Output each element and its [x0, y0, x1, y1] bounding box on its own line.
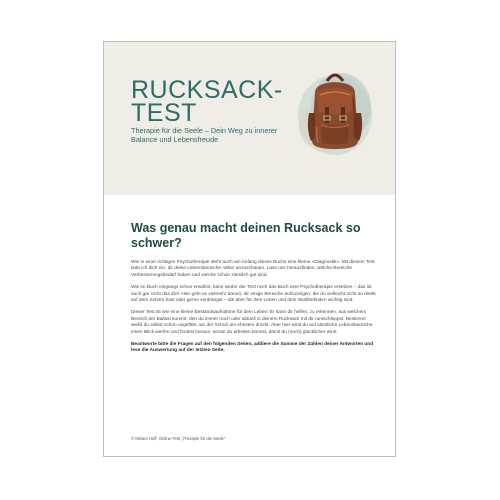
body-text	[131, 260, 377, 361]
copyright-footer: © Miriam Hoff, Online-Test „Therapie für die Seele"	[131, 436, 226, 441]
page-title: RUCKSACK-TEST	[131, 76, 283, 127]
section-heading: Was genau macht deinen Rucksack so schwer?	[131, 221, 361, 250]
paragraph: Dieser Test ist wie eine kleine Bestandsaufnahme für dein Leben: Er kann dir helfen, zu erkennen, aus welchem Bereich der Ballast kommt, den du immer noch oder aktuell in deinem Rucksack mit dir rumschleppst. Bestimmt weißt du selbst schon ungefähr, wo der Schuh am ehesten drückt. Aber hier wirst du auf sämtliche Lebensbereiche einen Blick werfen und findest heraus, woran du arbeiten kannst, damit du (noch) glücklicher wirst.	[131, 310, 373, 335]
header-band	[104, 42, 395, 195]
backpack-icon	[297, 67, 373, 157]
paragraph: Wie im Buch eingangs schon erwähnt, kann weder der Test noch das Buch eine Psychotherapie ersetzen – das ist auch gar nicht das Ziel. Hier geht es vielmehr darum, dir einige Bereiche aufzuzeigen, die du vielleicht nicht so direkt auf dem Schirm hast oder gerne verdrängst – die aber für dein Leben und dein Wohlbefinden wichtig sind.	[131, 285, 376, 304]
paragraph: Wie in einer richtigen Psychotherapie steht auch am Anfang dieses Buchs eine kleine »Diagnostik«. Mit diesem Test lade ich dich ein, dir deine Lebensbereiche näher anzuschauen. Lass uns herausfinden, welche Bereiche Verbesserungsbedarf haben und welche schon ziemlich gut sind.	[131, 260, 375, 278]
subtitle: Therapie für die Seele – Dein Weg zu innerer Balance und Lebensfreude	[131, 126, 278, 144]
document-page	[103, 41, 396, 457]
instruction-paragraph: Beantworte bitte die Fragen auf den folgenden Seiten, addiere die Summe der Zahlen deiner Antworten und lese die Auswertung auf der letzten Seite.	[131, 342, 374, 354]
